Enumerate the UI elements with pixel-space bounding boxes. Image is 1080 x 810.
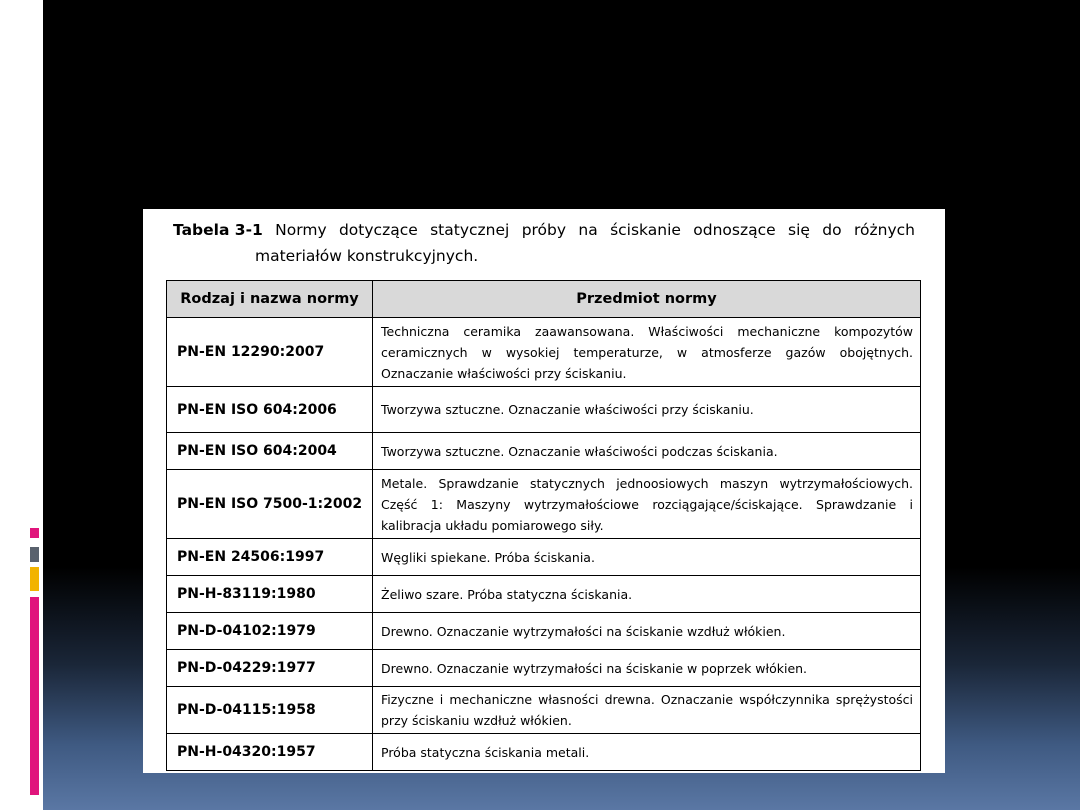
- table-caption: [173, 217, 945, 269]
- table-row: [167, 387, 921, 433]
- caption-word: odnoszące: [693, 221, 776, 239]
- table-row: [167, 734, 921, 771]
- norm-code: PN-EN 12290:2007: [167, 318, 373, 387]
- norm-description: Żeliwo szare. Próba statyczna ściskania.: [373, 576, 921, 613]
- norm-description: Fizyczne i mechaniczne własności drewna. Oznaczanie współczynnika sprężystości przy ściskaniu wzdłuż włókien.: [373, 687, 921, 734]
- caption-word: ściskanie: [610, 221, 681, 239]
- norm-code: PN-D-04115:1958: [167, 687, 373, 734]
- caption-line-1: [173, 217, 915, 243]
- table-row: [167, 539, 921, 576]
- norm-description: Techniczna ceramika zaawansowana. Właściwości mechaniczne kompozytów ceramicznych w wysokiej temperaturze, w atmosferze gazów obojętnych. Oznaczanie właściwości przy ściskaniu.: [373, 318, 921, 387]
- table-row: [167, 433, 921, 470]
- document-image: [143, 209, 945, 773]
- caption-word: do: [822, 221, 842, 239]
- norm-code: PN-EN ISO 604:2006: [167, 387, 373, 433]
- corner-bar: [28, 48, 32, 123]
- table-row: [167, 650, 921, 687]
- norm-code: PN-H-83119:1980: [167, 576, 373, 613]
- table-row: [167, 687, 921, 734]
- caption-word: różnych: [853, 221, 915, 239]
- caption-line-2: materiałów konstrukcyjnych.: [255, 247, 479, 265]
- corner-bar: [35, 48, 38, 123]
- norm-description: Tworzywa sztuczne. Oznaczanie właściwości podczas ściskania.: [373, 433, 921, 470]
- norm-description: Węgliki spiekane. Próba ściskania.: [373, 539, 921, 576]
- corner-bar: [19, 48, 25, 123]
- caption-word: dotyczące: [338, 221, 418, 239]
- norm-description: Próba statyczna ściskania metali.: [373, 734, 921, 771]
- norm-code: PN-H-04320:1957: [167, 734, 373, 771]
- table-row: [167, 318, 921, 387]
- norm-code: PN-D-04229:1977: [167, 650, 373, 687]
- corner-bars-decoration: [19, 48, 41, 123]
- accent-stripe-yellow: [30, 567, 39, 591]
- table-row: [167, 576, 921, 613]
- caption-label: Tabela 3-1: [173, 221, 263, 239]
- accent-stripe-pink-long: [30, 597, 39, 795]
- norms-table: [166, 280, 921, 771]
- caption-word: na: [578, 221, 598, 239]
- norm-description: Drewno. Oznaczanie wytrzymałości na ściskanie wzdłuż włókien.: [373, 613, 921, 650]
- caption-word: Normy: [275, 221, 327, 239]
- caption-word: próby: [521, 221, 567, 239]
- norm-code: PN-D-04102:1979: [167, 613, 373, 650]
- norm-code: PN-EN ISO 604:2004: [167, 433, 373, 470]
- accent-stripe-gray: [30, 547, 39, 562]
- header-norm-name: Rodzaj i nazwa normy: [167, 281, 373, 318]
- norm-code: PN-EN ISO 7500-1:2002: [167, 470, 373, 539]
- norm-code: PN-EN 24506:1997: [167, 539, 373, 576]
- table-row: [167, 613, 921, 650]
- table-row: [167, 470, 921, 539]
- norm-description: Tworzywa sztuczne. Oznaczanie właściwości przy ściskaniu.: [373, 387, 921, 433]
- norm-description: Drewno. Oznaczanie wytrzymałości na ściskanie w poprzek włókien.: [373, 650, 921, 687]
- caption-word: statycznej: [430, 221, 510, 239]
- accent-stripe-pink-small: [30, 528, 39, 538]
- header-norm-subject: Przedmiot normy: [373, 281, 921, 318]
- caption-word: się: [788, 221, 810, 239]
- table-header-row: [167, 281, 921, 318]
- norm-description: Metale. Sprawdzanie statycznych jednoosiowych maszyn wytrzymałościowych. Część 1: Maszyny wytrzymałościowe rozciągające/ściskające. Sprawdzanie i kalibracja układu pomiarowego siły.: [373, 470, 921, 539]
